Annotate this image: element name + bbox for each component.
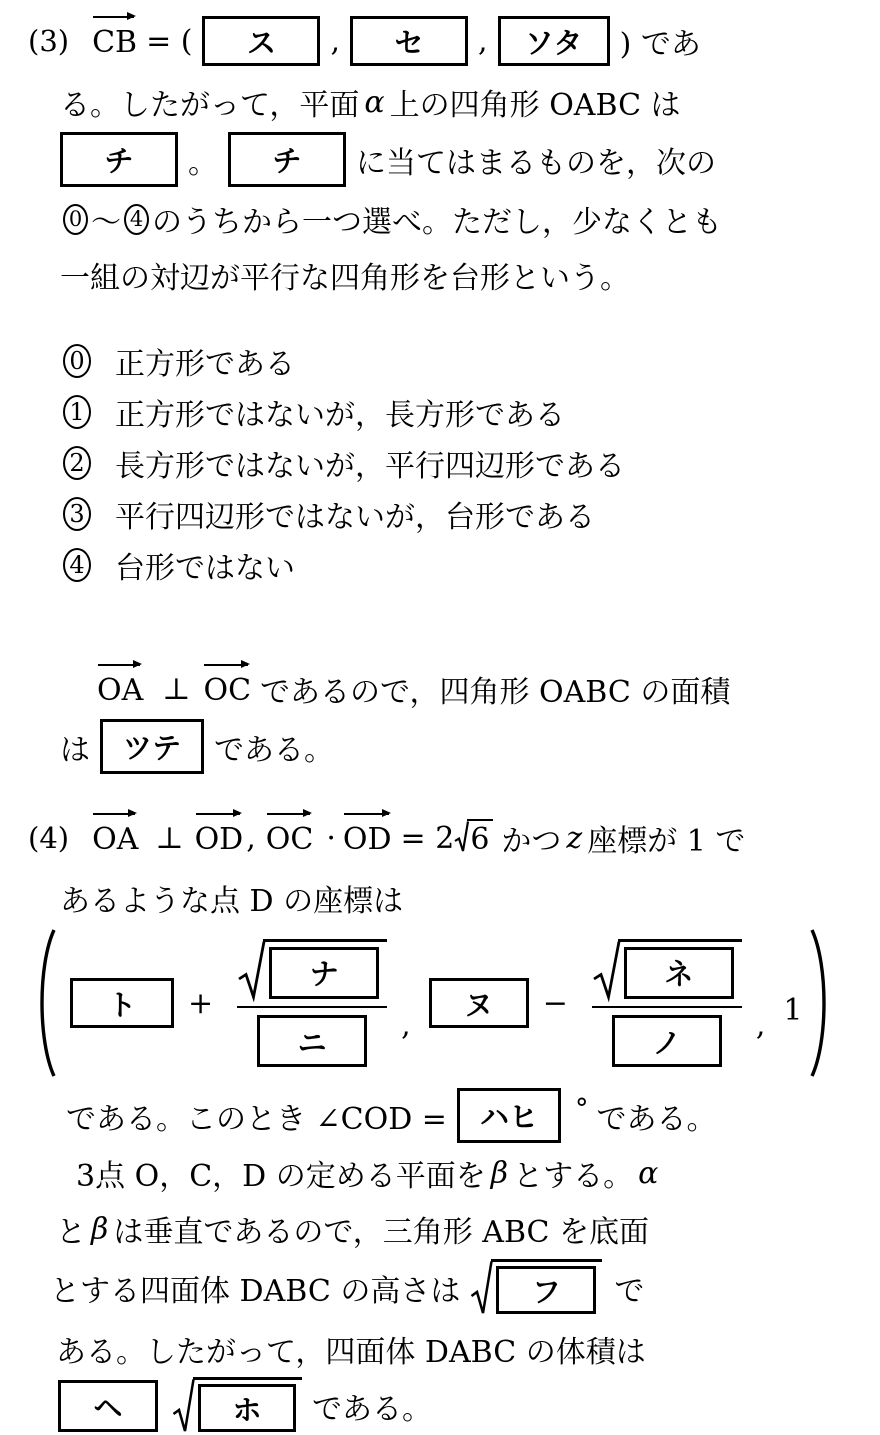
options-list bbox=[0, 343, 880, 586]
vector-oc-letters: OC bbox=[203, 672, 252, 708]
text: とする四面体 DABC の高さは bbox=[50, 1274, 461, 1309]
option-row-0 bbox=[63, 343, 880, 382]
option-text-3: 平行四辺形ではないが，台形である bbox=[115, 500, 595, 535]
perpendicular-symbol: ⊥ bbox=[162, 671, 191, 707]
section3-line2 bbox=[60, 80, 880, 124]
text: のうちから一つ選べ。ただし，少なくとも bbox=[152, 205, 722, 240]
dot-operator: · bbox=[326, 820, 336, 856]
comma: , bbox=[478, 23, 488, 59]
answer-box-chi: チ bbox=[60, 132, 178, 187]
text: である。 bbox=[596, 1101, 717, 1137]
answer-box-ho: ホ bbox=[198, 1384, 296, 1432]
text: で bbox=[614, 1274, 645, 1309]
beta-symbol: β bbox=[490, 1155, 509, 1191]
section3-label: (3) bbox=[28, 24, 70, 58]
comma: , bbox=[755, 1007, 766, 1043]
answer-box-su: ス bbox=[202, 16, 320, 66]
circled-number-3: 3 bbox=[63, 497, 91, 531]
text: は bbox=[60, 732, 90, 768]
closing-line2 bbox=[76, 1151, 880, 1195]
answer-box-ne: ネ bbox=[624, 947, 734, 999]
close-paren-tail: ) であ bbox=[619, 27, 701, 62]
fraction-bar bbox=[237, 1006, 387, 1009]
closing-line3 bbox=[56, 1207, 880, 1251]
vector-arrow-icon bbox=[267, 813, 311, 815]
big-right-paren bbox=[808, 927, 836, 1079]
vector-arrow-icon bbox=[93, 16, 134, 18]
section3-line3 bbox=[60, 132, 880, 187]
section3-line5 bbox=[60, 253, 880, 297]
answer-box-fu: フ bbox=[496, 1266, 596, 1314]
alpha-symbol: α bbox=[364, 84, 385, 120]
coordinate-formula bbox=[30, 926, 880, 1080]
fraction-bar bbox=[592, 1006, 742, 1009]
comma: , bbox=[246, 820, 256, 856]
circled-number-1: 1 bbox=[63, 395, 91, 429]
answer-box-sota: ソタ bbox=[498, 16, 610, 66]
option-text-4: 台形ではない bbox=[115, 551, 295, 586]
text: と bbox=[56, 1215, 86, 1250]
alpha-symbol: α bbox=[638, 1155, 659, 1191]
answer-box-he: ヘ bbox=[58, 1380, 158, 1432]
vector-cb-letters: CB bbox=[92, 24, 138, 60]
section3-line4 bbox=[60, 197, 880, 241]
vector-oc-letters: OC bbox=[265, 821, 314, 857]
text: である。 bbox=[312, 1392, 432, 1427]
circled-number-4: 4 bbox=[63, 548, 91, 582]
option-row-3 bbox=[63, 496, 880, 535]
option-text-2: 長方形ではないが，平行四辺形である bbox=[115, 449, 625, 484]
vector-oc bbox=[266, 822, 314, 857]
sqrt-ne-radicand bbox=[618, 939, 742, 999]
option-text-1: 正方形ではないが，長方形である bbox=[115, 398, 565, 433]
vector-cb bbox=[92, 25, 137, 60]
circled-number-0: 0 bbox=[63, 344, 91, 378]
option-row-2 bbox=[63, 445, 880, 484]
perpendicular-symbol: ⊥ bbox=[155, 820, 184, 856]
circled-0-inline: 0 bbox=[63, 204, 88, 235]
answer-box-ni: ニ bbox=[257, 1015, 367, 1067]
text: は垂直であるので，三角形 ABC を底面 bbox=[113, 1215, 650, 1250]
area-line2 bbox=[60, 719, 880, 774]
answer-box-to: ト bbox=[70, 978, 174, 1028]
radical-sign-icon bbox=[237, 939, 265, 1001]
minus-operator: − bbox=[542, 985, 568, 1021]
sqrt-na-radicand bbox=[263, 939, 387, 999]
period: 。 bbox=[188, 145, 218, 181]
vector-arrow-icon bbox=[93, 813, 135, 815]
section4-label: (4) bbox=[28, 821, 70, 855]
vector-arrow-icon bbox=[344, 813, 389, 815]
answer-box-se: セ bbox=[350, 16, 468, 66]
text: る。したがって，平面 bbox=[60, 88, 360, 123]
vector-arrow-icon bbox=[196, 813, 241, 815]
tilde: ～ bbox=[91, 205, 121, 240]
text: 上の四角形 OABC は bbox=[389, 88, 681, 123]
coordinate-one: 1 bbox=[783, 992, 803, 1028]
vector-oa bbox=[92, 822, 138, 857]
closing-line5 bbox=[56, 1327, 880, 1371]
text: 一組の対辺が平行な四角形を台形という。 bbox=[60, 261, 630, 296]
sqrt-ne bbox=[592, 939, 742, 1001]
text: である。このとき ∠COD = bbox=[66, 1101, 447, 1137]
radical-sign-icon bbox=[172, 1377, 195, 1435]
equals-open-paren: = ( bbox=[146, 23, 193, 59]
text: とする。 bbox=[513, 1159, 634, 1194]
beta-symbol: β bbox=[91, 1211, 109, 1247]
sqrt-na bbox=[237, 939, 387, 1001]
comma: , bbox=[401, 1007, 411, 1043]
area-line1 bbox=[94, 667, 880, 711]
sqrt-fu-radicand bbox=[491, 1259, 602, 1314]
big-left-paren bbox=[30, 927, 58, 1079]
section4-line1 bbox=[28, 816, 880, 860]
closing-line1 bbox=[66, 1088, 880, 1143]
fraction-2-denominator bbox=[612, 1015, 722, 1067]
vector-od-letters: OD bbox=[342, 821, 392, 857]
closing-line6 bbox=[58, 1377, 880, 1435]
circled-4-inline: 4 bbox=[124, 204, 149, 235]
option-row-1 bbox=[63, 394, 880, 433]
closing-line4 bbox=[50, 1259, 880, 1317]
text: に当てはまるものを，次の bbox=[356, 145, 716, 181]
answer-box-chi-ref: チ bbox=[228, 132, 346, 187]
radical-sign-icon bbox=[470, 1259, 493, 1317]
plus-operator: + bbox=[188, 985, 214, 1021]
sqrt-6-radicand: 6 bbox=[467, 819, 493, 857]
option-text-0: 正方形である bbox=[115, 347, 295, 382]
circled-number-2: 2 bbox=[63, 446, 91, 480]
vector-oa bbox=[97, 673, 143, 708]
text: 3点 O，C，D の定める平面を bbox=[76, 1159, 486, 1194]
sqrt-ho bbox=[172, 1377, 302, 1435]
comma: , bbox=[330, 23, 341, 59]
vector-od bbox=[343, 822, 392, 857]
z-variable: z bbox=[566, 820, 583, 856]
sqrt-fu bbox=[470, 1259, 602, 1317]
text: ある。したがって，四面体 DABC の体積は bbox=[56, 1335, 646, 1370]
answer-box-na: ナ bbox=[269, 947, 379, 999]
vector-oc bbox=[203, 673, 251, 708]
answer-box-no: ノ bbox=[612, 1015, 722, 1067]
vector-oa-letters: OA bbox=[92, 821, 139, 857]
answer-box-tsute: ツテ bbox=[100, 719, 204, 774]
section3-line1 bbox=[28, 16, 880, 66]
fraction-1 bbox=[233, 939, 391, 1068]
vector-od-letters: OD bbox=[194, 821, 244, 857]
text: 座標が 1 で bbox=[587, 824, 746, 859]
answer-box-nu: ヌ bbox=[429, 978, 529, 1028]
text: であるので，四角形 OABC の面積 bbox=[260, 675, 731, 710]
text: かつ bbox=[501, 824, 562, 859]
text: あるような点 D の座標は bbox=[60, 884, 404, 919]
sqrt-ho-radicand bbox=[193, 1377, 302, 1432]
text: である。 bbox=[214, 732, 334, 768]
option-row-4 bbox=[63, 547, 880, 586]
degree-symbol: ° bbox=[574, 1094, 589, 1125]
sqrt-6 bbox=[454, 819, 493, 857]
exam-page bbox=[0, 16, 880, 1427]
fraction-1-denominator bbox=[257, 1015, 367, 1067]
vector-oa-letters: OA bbox=[97, 672, 144, 708]
radical-sign-icon bbox=[592, 939, 620, 1001]
section4-line2 bbox=[60, 876, 880, 920]
vector-arrow-icon bbox=[204, 664, 248, 666]
vector-od bbox=[195, 822, 244, 857]
equals-two: = 2 bbox=[400, 820, 455, 856]
fraction-2 bbox=[588, 939, 746, 1068]
vector-arrow-icon bbox=[98, 664, 140, 666]
answer-box-hahi: ハヒ bbox=[457, 1088, 561, 1143]
